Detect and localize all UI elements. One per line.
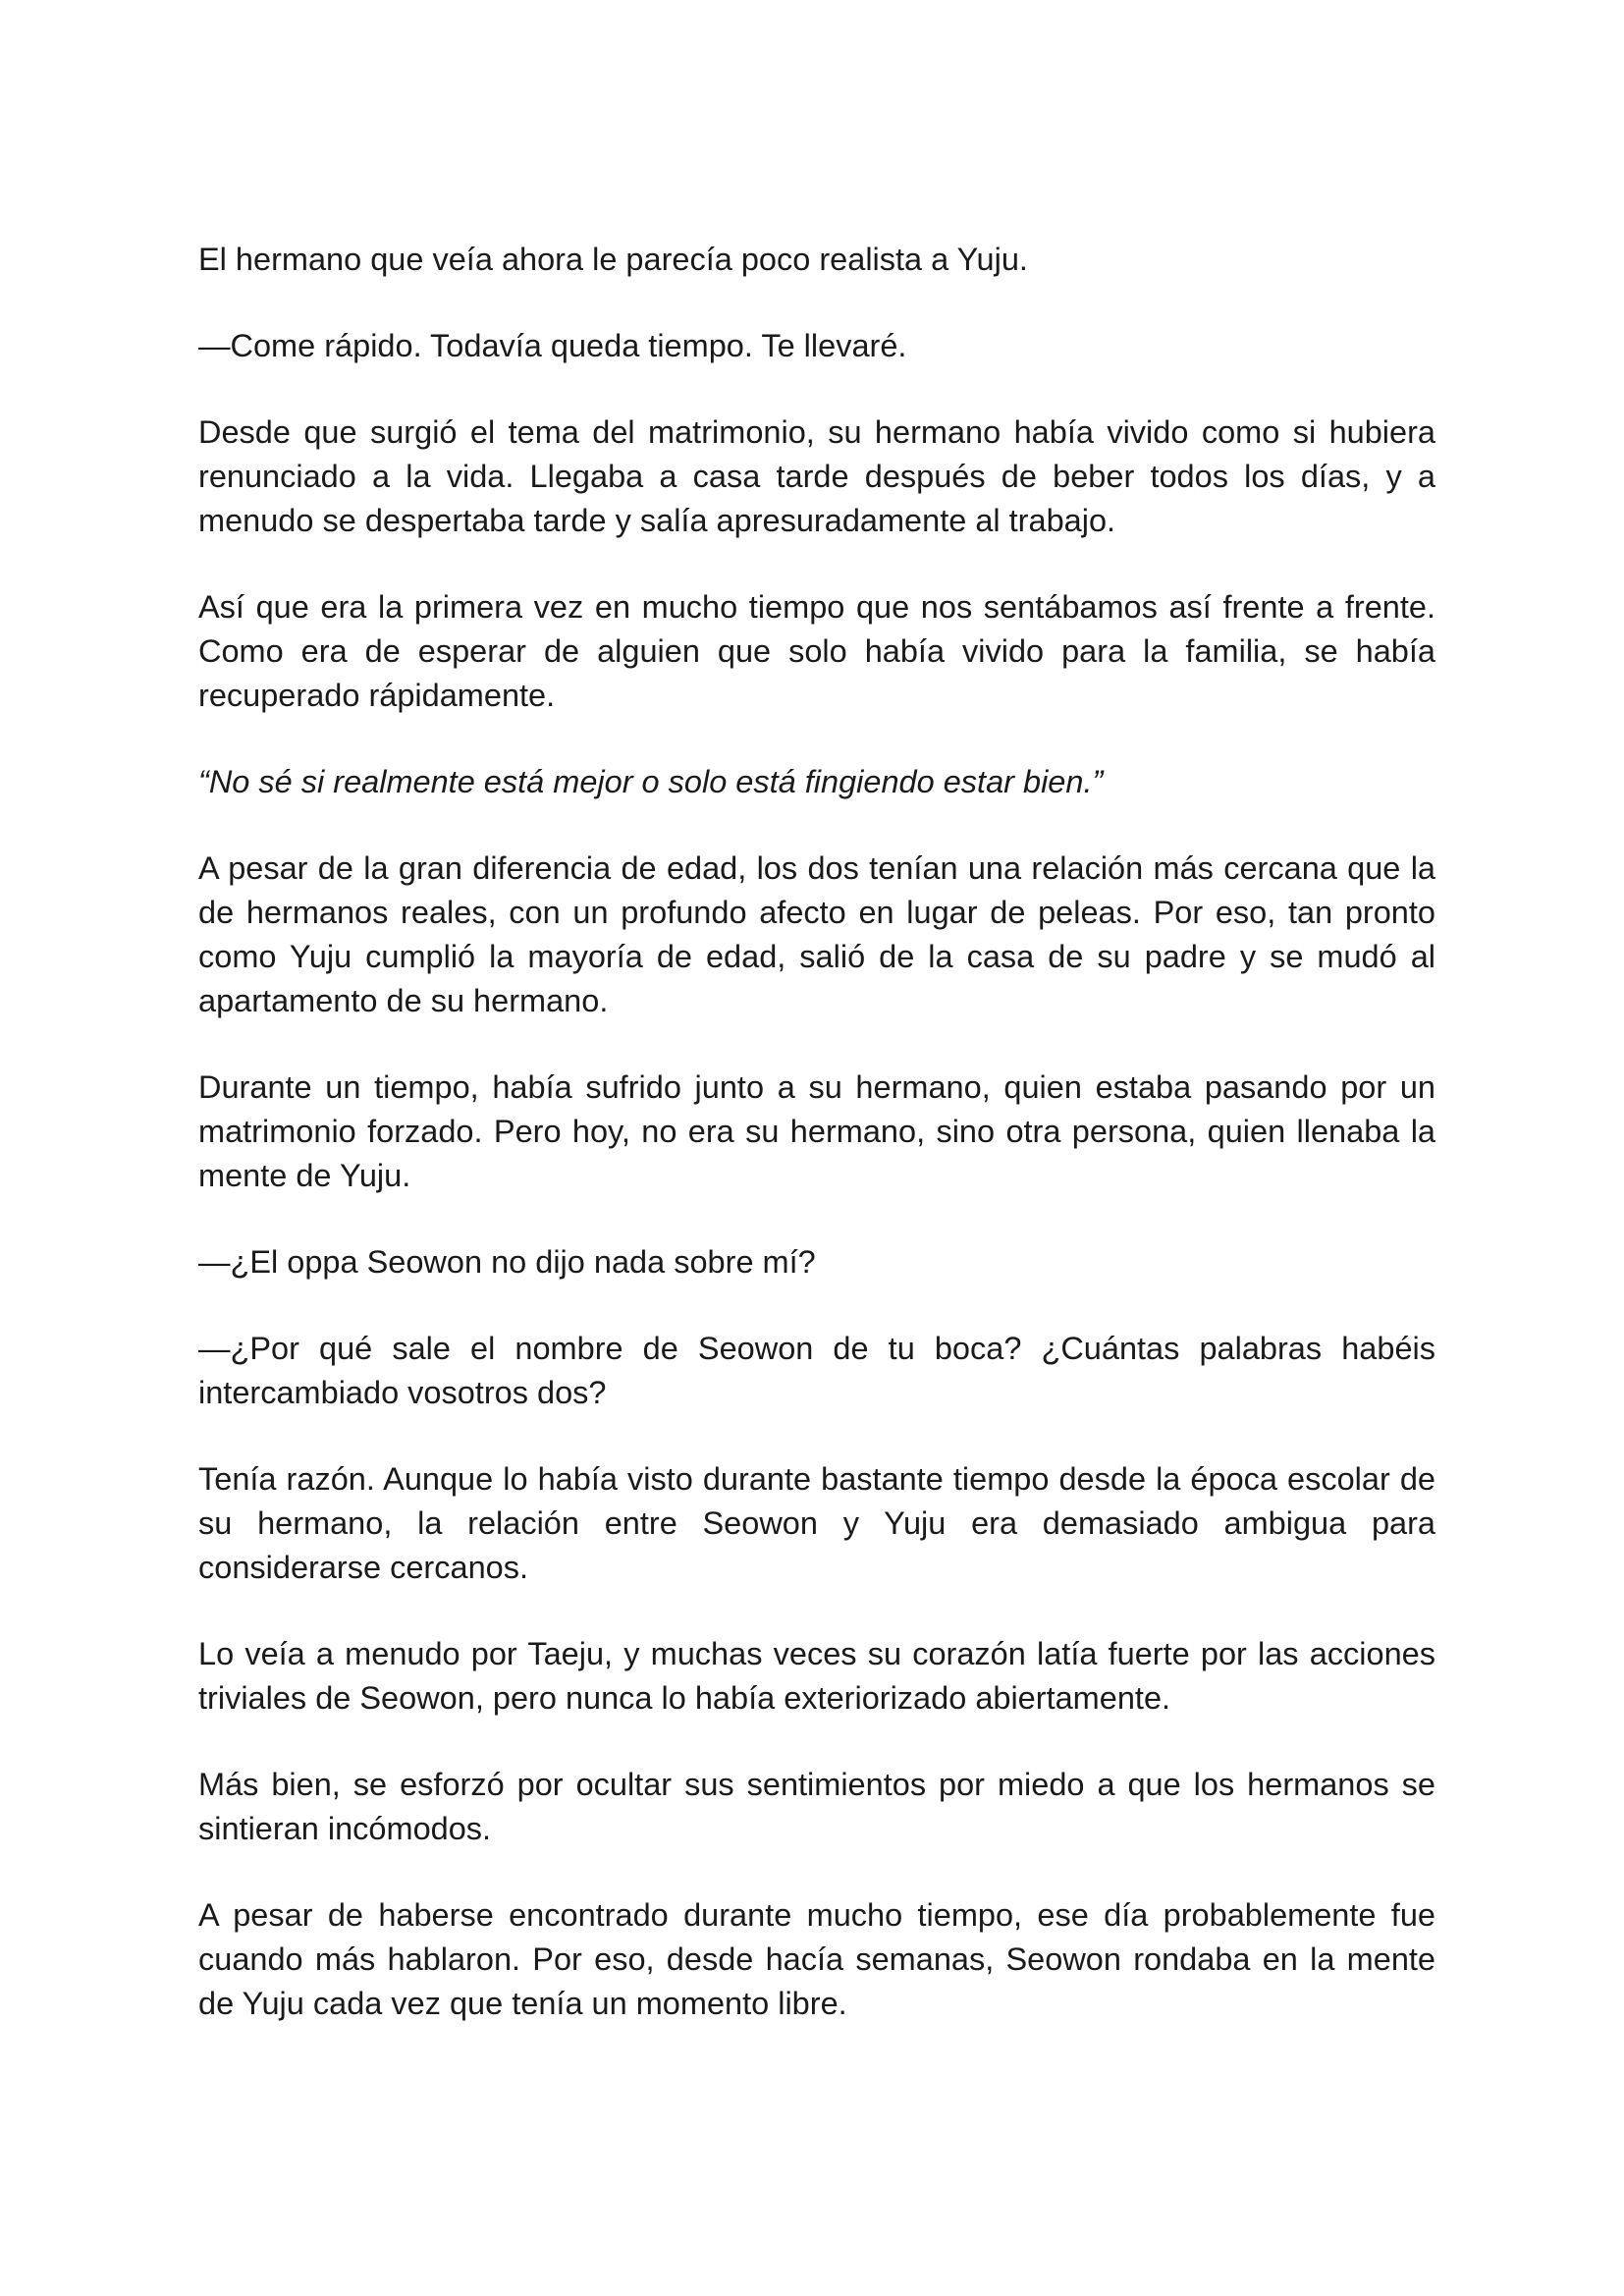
paragraph: A pesar de haberse encontrado durante mucho tiempo, ese día probablemente fue cuando más hablaron. Por eso, desde hacía semanas, Seowon rondaba en la mente de Yuju cada vez que tenía un momento libre. [198,1897,1435,2021]
paragraph: Desde que surgió el tema del matrimonio, su hermano había vivido como si hubiera renunciado a la vida. Llegaba a casa tarde después de beber todos los días, y a menudo se despertaba tarde y salía apresuradamente al trabajo. [198,414,1435,538]
document-body [198,238,1435,2068]
paragraph: Tenía razón. Aunque lo había visto durante bastante tiempo desde la época escolar de su hermano, la relación entre Seowon y Yuju era demasiado ambigua para considerarse cercanos. [198,1461,1435,1585]
paragraph: Durante un tiempo, había sufrido junto a su hermano, quien estaba pasando por un matrimonio forzado. Pero hoy, no era su hermano, sino otra persona, quien llenaba la mente de Yuju. [198,1069,1435,1193]
paragraph: Lo veía a menudo por Taeju, y muchas veces su corazón latía fuerte por las acciones triviales de Seowon, pero nunca lo había exteriorizado abiertamente. [198,1636,1435,1716]
paragraph-italic-thought: “No sé si realmente está mejor o solo está fingiendo estar bien.” [198,764,1104,799]
paragraph: El hermano que veía ahora le parecía poco realista a Yuju. [198,242,1028,277]
paragraph: —¿El oppa Seowon no dijo nada sobre mí? [198,1244,816,1280]
paragraph: —Come rápido. Todavía queda tiempo. Te llevaré. [198,328,907,363]
paragraph: Más bien, se esforzó por ocultar sus sentimientos por miedo a que los hermanos se sintieran incómodos. [198,1767,1435,1846]
paragraph: A pesar de la gran diferencia de edad, los dos tenían una relación más cercana que la de hermanos reales, con un profundo afecto en lugar de peleas. Por eso, tan pronto como Yuju cumplió la mayoría de edad, salió de la casa de su padre y se mudó al apartamento de su hermano. [198,850,1435,1018]
paragraph: Así que era la primera vez en mucho tiempo que nos sentábamos así frente a frente. Como era de esperar de alguien que solo había vivido para la familia, se había recuperado rápidamente. [198,589,1435,713]
paragraph: —¿Por qué sale el nombre de Seowon de tu boca? ¿Cuántas palabras habéis intercambiado vosotros dos? [198,1331,1435,1410]
